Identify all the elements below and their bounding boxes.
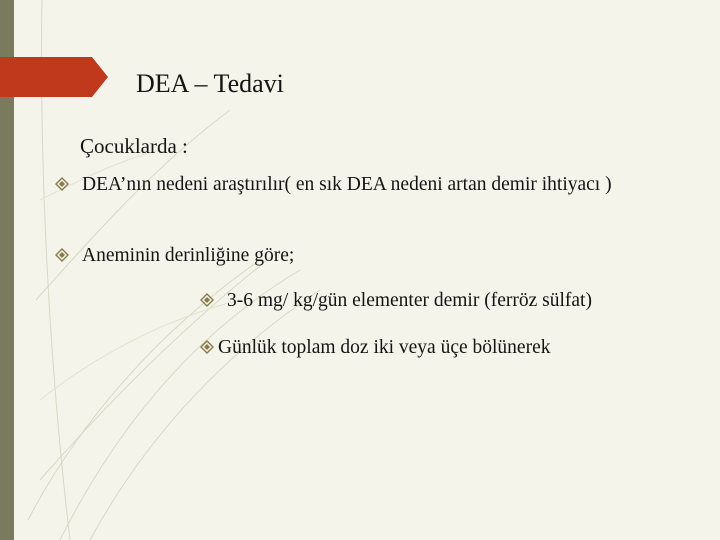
- title-accent-tab: [0, 57, 108, 97]
- diamond-bullet-icon: [200, 293, 214, 307]
- bullet-item: [55, 243, 294, 269]
- bullet-item: [55, 172, 612, 198]
- sub-bullet-item: [200, 335, 551, 361]
- subheading: Çocuklarda :: [80, 134, 188, 158]
- diamond-bullet-icon: [55, 248, 69, 262]
- diamond-bullet-icon: [200, 340, 214, 354]
- sub-bullet-item: [200, 288, 592, 314]
- diamond-bullet-icon: [55, 177, 69, 191]
- sub-bullet-text: 3-6 mg/ kg/gün elementer demir (ferröz sülfat): [227, 290, 592, 311]
- sub-bullet-text: Günlük toplam doz iki veya üçe bölünerek: [218, 337, 551, 358]
- slide-title: DEA – Tedavi: [136, 69, 284, 98]
- bullet-text: DEA’nın nedeni araştırılır( en sık DEA nedeni artan demir ihtiyacı ): [82, 174, 612, 195]
- bullet-text: Aneminin derinliğine göre;: [82, 245, 295, 266]
